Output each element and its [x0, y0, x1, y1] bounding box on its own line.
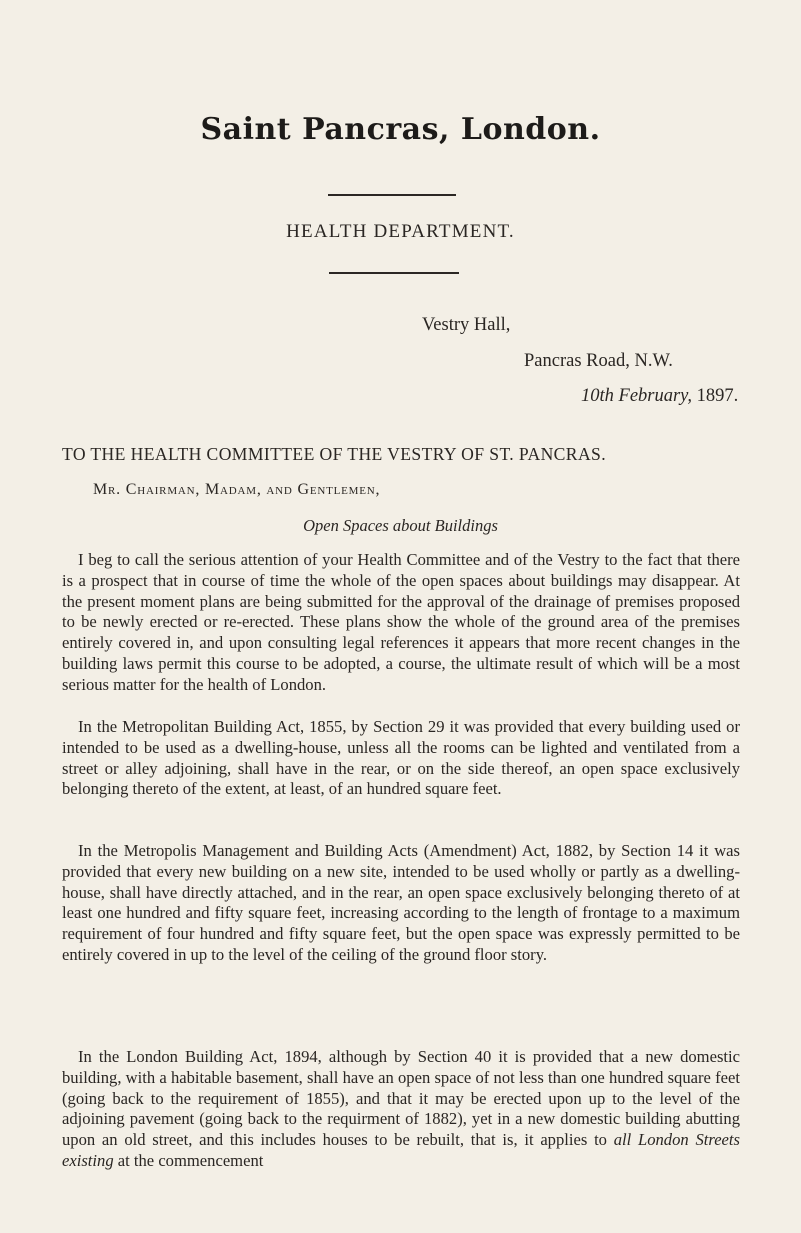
- paragraph-4-emphasis: all London Streets existing: [62, 1130, 740, 1170]
- salutation: Mr. Chairman, Madam, and Gentlemen,: [93, 481, 381, 498]
- paragraph-4-text: In the London Building Act, 1894, although by Section 40 it is provided that a new domestic building, with a habitable basement, shall have an open space of not less than one hundred square feet (going back to the requirement of 1855), and that it may be erected upon up to the level of the adjoining pavement (going back to the requirment of 1882), yet in a new domestic building abutting upon an old street, and this includes houses to be rebuilt, that is, it applies to: [62, 1047, 740, 1150]
- document-title: Saint Pancras, London.: [200, 112, 601, 147]
- address-line-1: Vestry Hall,: [422, 315, 511, 335]
- department-heading: HEALTH DEPARTMENT.: [286, 221, 515, 242]
- paragraph-4: [62, 1047, 740, 1172]
- address-line-2: Pancras Road, N.W.: [524, 351, 673, 371]
- letter-date-year: 1897.: [692, 386, 739, 406]
- paragraph-3: In the Metropolis Management and Building Acts (Amendment) Act, 1882, by Section 14 it was provided that every new building on a new site, intended to be used wholly or partly as a dwelling-house, shall have directly attached, and in the rear, an open space exclusively belonging thereto of at least one hundred and fifty square feet, increasing according to the length of frontage to a maximum requirement of four hundred and fifty square feet, but the open space was expressly permitted to be entirely covered in up to the level of the ceiling of the ground floor story.: [62, 841, 740, 964]
- addressee-line: TO THE HEALTH COMMITTEE OF THE VESTRY OF ST. PANCRAS.: [62, 444, 607, 464]
- paragraph-2: In the Metropolitan Building Act, 1855, by Section 29 it was provided that every building used or intended to be used as a dwelling-house, unless all the rooms can be lighted and ventilated from a street or alley adjoining, shall have in the rear, or on the side thereof, an open space exclusively belonging thereto of the extent, at least, of an hundred square feet.: [62, 717, 740, 799]
- section-subheading: Open Spaces about Buildings: [303, 516, 498, 535]
- paragraph-4-tail: at the commencement: [113, 1150, 264, 1170]
- title-divider: [328, 194, 456, 196]
- letter-date: [581, 386, 738, 407]
- department-divider: [329, 272, 459, 274]
- letter-date-day-month: 10th February,: [581, 386, 692, 406]
- paragraph-1: I beg to call the serious attention of your Health Committee and of the Vestry to the fact that there is a prospect that in course of time the whole of the open spaces about buildings may disappear. At the present moment plans are being submitted for the approval of the drainage of premises proposed to be newly erected or re-erected. These plans show the whole of the ground area of the premises entirely covered in, and upon consulting legal references it appears that more recent changes in the building laws permit this course to be adopted, a course, the ultimate result of which will be a most serious matter for the health of London.: [62, 550, 740, 694]
